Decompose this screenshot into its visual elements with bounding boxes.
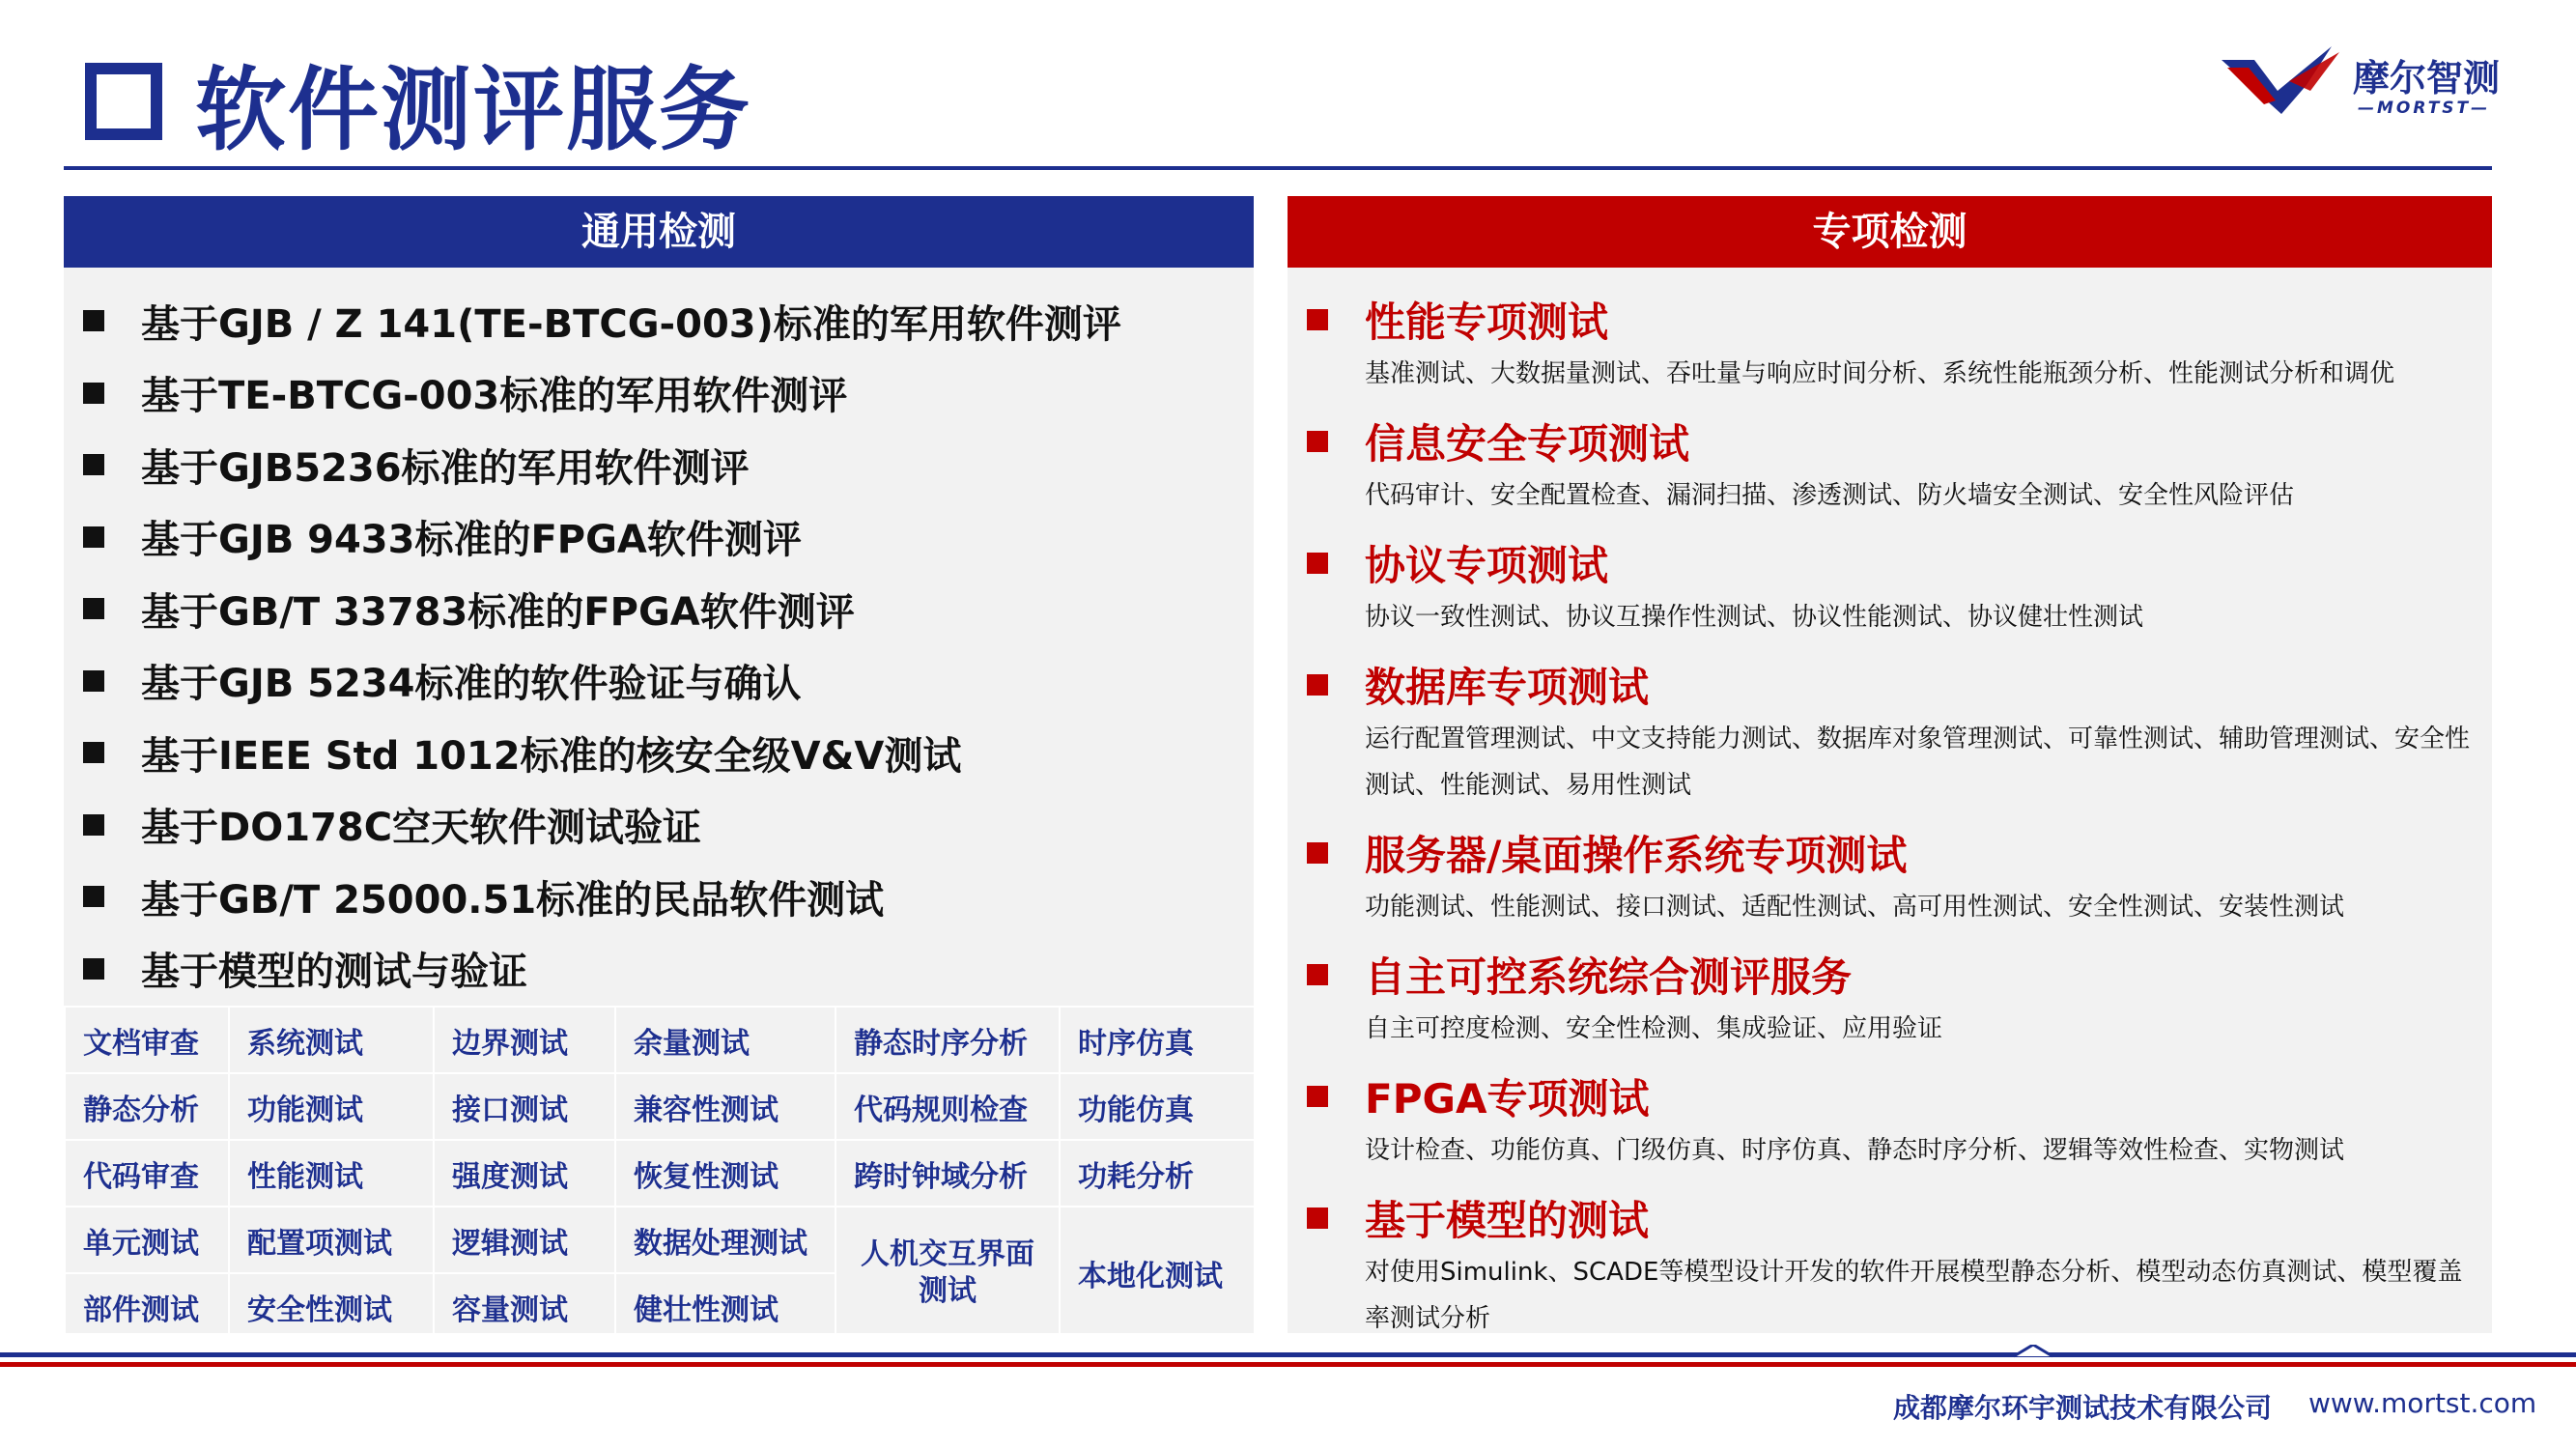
grid-cell: 恢复性测试	[615, 1140, 835, 1207]
grid-cell: 余量测试	[615, 1007, 835, 1073]
grid-cell: 容量测试	[434, 1273, 615, 1340]
square-bullet-icon	[83, 814, 104, 836]
special-testing-list	[1307, 289, 2476, 1355]
list-item	[1307, 822, 2476, 930]
square-bullet-icon	[83, 383, 104, 404]
title-divider	[64, 166, 2492, 170]
grid-cell: 时序仿真	[1060, 1007, 1255, 1073]
page-title	[85, 48, 752, 163]
grid-cell: 兼容性测试	[615, 1073, 835, 1140]
special-item-desc: 协议一致性测试、协议互操作性测试、协议性能测试、协议健壮性测试	[1365, 603, 2144, 632]
square-bullet-icon	[83, 958, 104, 980]
footer-url: www.mortst.com	[2308, 1387, 2537, 1419]
list-item: 基于IEEE Std 1012标准的核安全级V&V测试	[83, 717, 1121, 789]
special-item-desc: 基准测试、大数据量测试、吞吐量与响应时间分析、系统性能瓶颈分析、性能测试分析和调优	[1365, 359, 2395, 388]
list-item	[1307, 411, 2476, 519]
general-standards-list	[83, 285, 1121, 1005]
special-testing-header: 专项检测	[1288, 196, 2492, 268]
grid-cell: 静态分析	[65, 1073, 229, 1140]
grid-cell: 代码审查	[65, 1140, 229, 1207]
company-logo	[2218, 39, 2501, 126]
special-item-title: 协议专项测试	[1365, 542, 1609, 589]
list-item: 基于GJB 5234标准的软件验证与确认	[83, 645, 1121, 718]
footer-stripe-blue	[0, 1352, 2576, 1357]
special-item-desc: 运行配置管理测试、中文支持能力测试、数据库对象管理测试、可靠性测试、辅助管理测试、安全性测试、性能测试、易用性测试	[1365, 724, 2471, 800]
list-item: 基于GB/T 33783标准的FPGA软件测评	[83, 573, 1121, 645]
table-row	[65, 1073, 1255, 1140]
special-item-title: 基于模型的测试	[1365, 1197, 1650, 1244]
grid-cell: 性能测试	[229, 1140, 434, 1207]
footer-company: 成都摩尔环宇测试技术有限公司	[1893, 1392, 2273, 1424]
special-item-desc: 对使用Simulink、SCADE等模型设计开发的软件开展模型静态分析、模型动态仿真测试、模型覆盖率测试分析	[1365, 1258, 2463, 1333]
grid-cell: 边界测试	[434, 1007, 615, 1073]
square-bullet-icon	[83, 742, 104, 763]
grid-cell: 本地化测试	[1060, 1207, 1255, 1340]
grid-cell: 安全性测试	[229, 1273, 434, 1340]
square-bullet-icon	[1307, 964, 1328, 985]
special-item-title: 信息安全专项测试	[1365, 420, 1690, 468]
list-item: 基于TE-BTCG-003标准的军用软件测评	[83, 357, 1121, 430]
square-bullet-icon	[83, 598, 104, 619]
logo-subtitle: —MORTST—	[2358, 99, 2491, 118]
special-testing-panel	[1288, 196, 2492, 1333]
mortst-logo-icon	[2218, 43, 2353, 120]
square-bullet-icon	[83, 454, 104, 475]
list-item: 基于GJB 9433标准的FPGA软件测评	[83, 501, 1121, 574]
page-title-text: 软件测评服务	[195, 57, 752, 163]
list-item: 基于GJB5236标准的军用软件测评	[83, 429, 1121, 501]
general-testing-panel	[64, 196, 1254, 1333]
list-item	[1307, 1187, 2476, 1342]
square-bullet-icon	[1307, 674, 1328, 696]
grid-cell: 静态时序分析	[835, 1007, 1060, 1073]
grid-cell: 单元测试	[65, 1207, 229, 1273]
square-bullet-icon	[83, 886, 104, 907]
list-item: 基于GB/T 25000.51标准的民品软件测试	[83, 861, 1121, 933]
table-row	[65, 1207, 1255, 1273]
list-item	[1307, 289, 2476, 397]
footer-notch-icon	[2014, 1345, 2052, 1366]
special-item-title: 性能专项测试	[1365, 298, 1609, 346]
footer-stripe-red	[0, 1362, 2576, 1367]
square-bullet-icon	[1307, 1086, 1328, 1107]
special-item-desc: 功能测试、性能测试、接口测试、适配性测试、高可用性测试、安全性测试、安装性测试	[1365, 893, 2345, 922]
special-item-title: 自主可控系统综合测评服务	[1365, 953, 1853, 1001]
logo-name: 摩尔智测	[2353, 57, 2501, 99]
list-item	[1307, 944, 2476, 1052]
table-row	[65, 1140, 1255, 1207]
special-item-desc: 设计检查、功能仿真、门级仿真、时序仿真、静态时序分析、逻辑等效性检查、实物测试	[1365, 1136, 2345, 1165]
square-bullet-icon	[1307, 309, 1328, 330]
list-item: 基于模型的测试与验证	[83, 933, 1121, 1006]
grid-cell: 代码规则检查	[835, 1073, 1060, 1140]
grid-cell: 功能测试	[229, 1073, 434, 1140]
list-item	[1307, 532, 2476, 640]
grid-cell: 功耗分析	[1060, 1140, 1255, 1207]
special-item-title: 数据库专项测试	[1365, 664, 1650, 711]
square-bullet-icon	[1307, 1208, 1328, 1229]
grid-cell: 功能仿真	[1060, 1073, 1255, 1140]
grid-cell: 接口测试	[434, 1073, 615, 1140]
grid-cell: 人机交互界面测试	[835, 1207, 1060, 1340]
list-item	[1307, 654, 2476, 809]
square-bullet-icon	[83, 526, 104, 548]
special-item-title: 服务器/桌面操作系统专项测试	[1365, 832, 1908, 879]
square-bullet-icon	[85, 63, 162, 140]
special-item-desc: 自主可控度检测、安全性检测、集成验证、应用验证	[1365, 1014, 1943, 1043]
list-item: 基于DO178C空天软件测试验证	[83, 789, 1121, 862]
grid-cell: 文档审查	[65, 1007, 229, 1073]
grid-cell: 数据处理测试	[615, 1207, 835, 1273]
special-item-desc: 代码审计、安全配置检查、漏洞扫描、渗透测试、防火墙安全测试、安全性风险评估	[1365, 481, 2295, 510]
list-item	[1307, 1065, 2476, 1174]
special-item-title: FPGA专项测试	[1365, 1075, 1650, 1122]
grid-cell: 逻辑测试	[434, 1207, 615, 1273]
grid-cell: 跨时钟域分析	[835, 1140, 1060, 1207]
square-bullet-icon	[1307, 842, 1328, 864]
list-item: 基于GJB / Z 141(TE-BTCG-003)标准的军用软件测评	[83, 285, 1121, 357]
grid-cell: 强度测试	[434, 1140, 615, 1207]
square-bullet-icon	[1307, 553, 1328, 574]
square-bullet-icon	[83, 670, 104, 692]
grid-cell: 健壮性测试	[615, 1273, 835, 1340]
general-testing-header: 通用检测	[64, 196, 1254, 268]
table-row	[65, 1007, 1255, 1073]
square-bullet-icon	[1307, 431, 1328, 452]
grid-cell: 配置项测试	[229, 1207, 434, 1273]
grid-cell: 部件测试	[65, 1273, 229, 1340]
square-bullet-icon	[83, 310, 104, 331]
grid-cell: 系统测试	[229, 1007, 434, 1073]
test-types-grid	[64, 1006, 1256, 1341]
